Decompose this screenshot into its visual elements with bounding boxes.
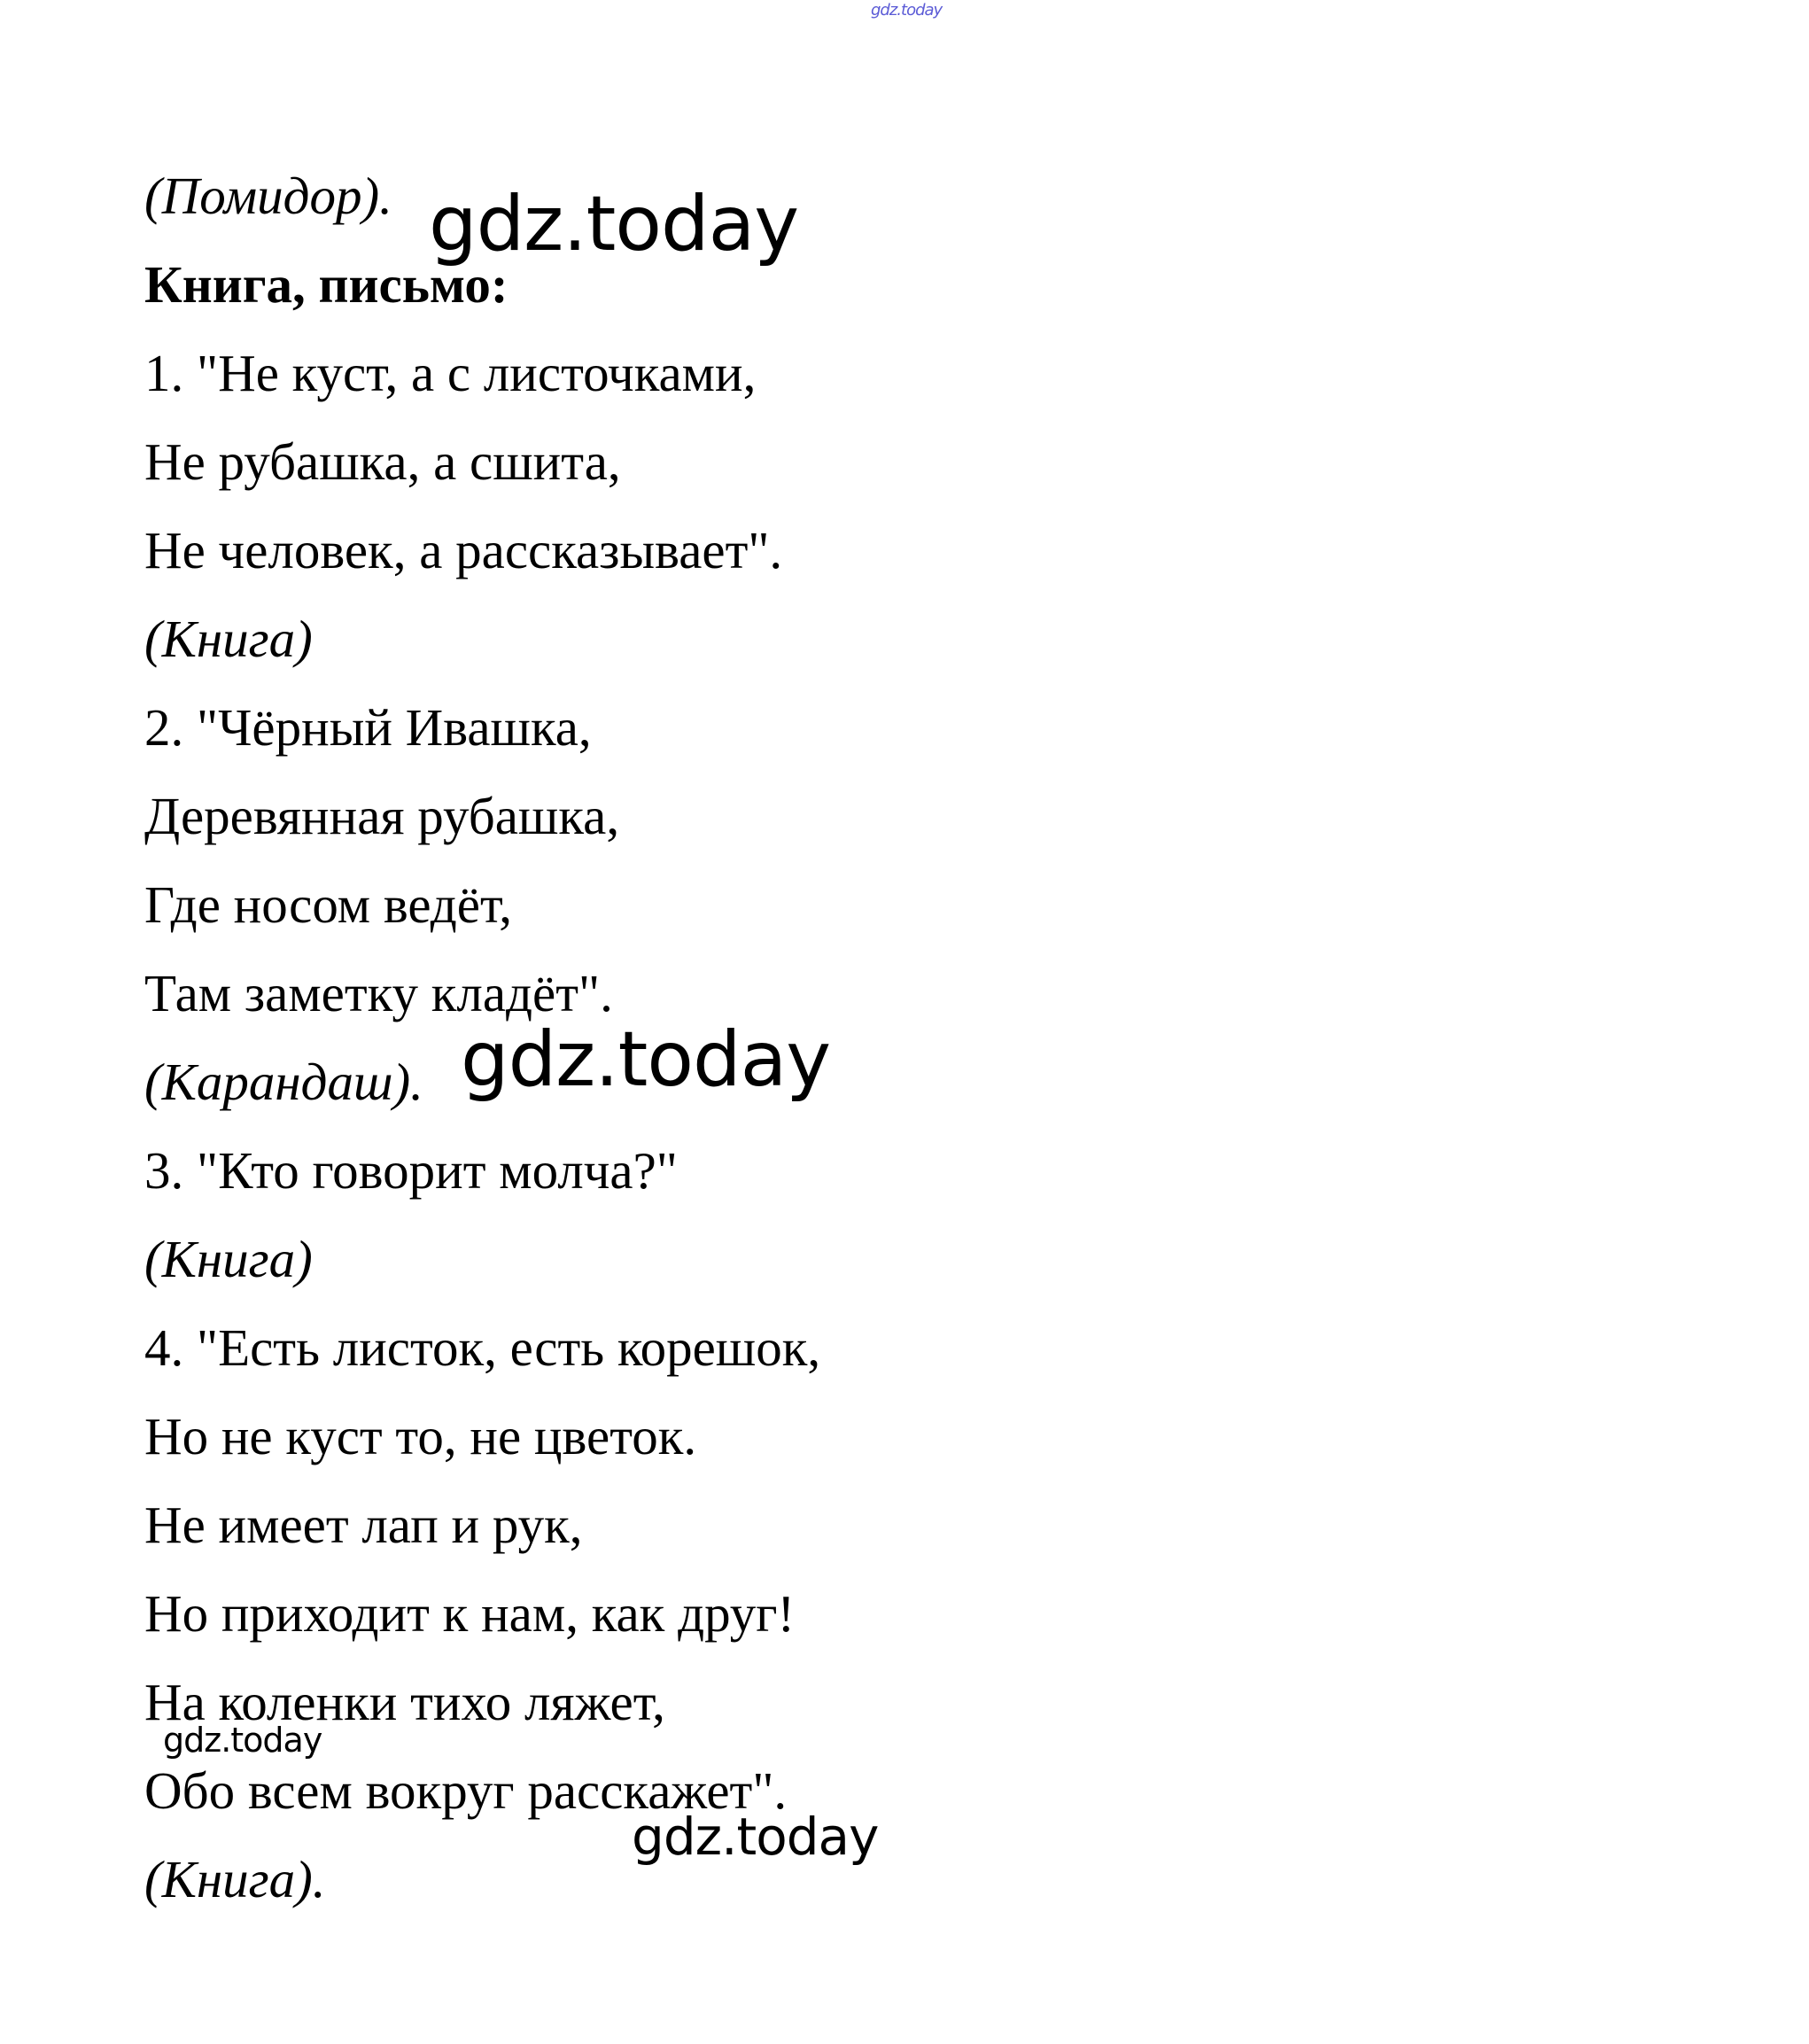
riddle-4-answer: (Книга). — [144, 1850, 326, 1908]
watermark-3: gdz.today — [163, 1721, 322, 1760]
riddle-4-line-4: Но приходит к нам, как друг! — [144, 1584, 796, 1643]
riddle-2-line-4: Там заметку кладёт". — [144, 964, 613, 1022]
riddle-1-answer: (Книга) — [144, 610, 313, 668]
riddle-2-line-2: Деревянная рубашка, — [144, 787, 620, 845]
riddle-4-line-2: Но не куст то, не цветок. — [144, 1407, 697, 1465]
riddle-2-line-1: 2. "Чёрный Ивашка, — [144, 698, 592, 757]
riddle-4-line-5: На коленки тихо ляжет, — [144, 1673, 665, 1731]
riddle-2-answer: (Карандаш). — [144, 1053, 423, 1111]
riddle-2-line-3: Где носом ведёт, — [144, 875, 513, 934]
section-heading: Книга, письмо: — [144, 255, 509, 314]
riddle-3-line-1: 3. "Кто говорит молча?" — [144, 1141, 678, 1200]
riddle-1-line-2: Не рубашка, а сшита, — [144, 432, 621, 491]
riddle-4-line-1: 4. "Есть листок, есть корешок, — [144, 1318, 821, 1377]
watermark-1: gdz.today — [429, 180, 799, 268]
riddle-answer-tomato: (Помидор). — [144, 167, 392, 225]
watermark-4: gdz.today — [632, 1807, 879, 1867]
riddle-1-line-1: 1. "Не куст, а с листочками, — [144, 344, 757, 402]
riddle-1-line-3: Не человек, а рассказывает". — [144, 521, 783, 579]
riddle-4-line-6: Обо всем вокруг расскажет". — [144, 1761, 788, 1820]
watermark-top: gdz.today — [871, 1, 943, 19]
watermark-2: gdz.today — [461, 1015, 831, 1104]
riddle-4-line-3: Не имеет лап и рук, — [144, 1496, 583, 1554]
riddle-3-answer: (Книга) — [144, 1230, 313, 1288]
